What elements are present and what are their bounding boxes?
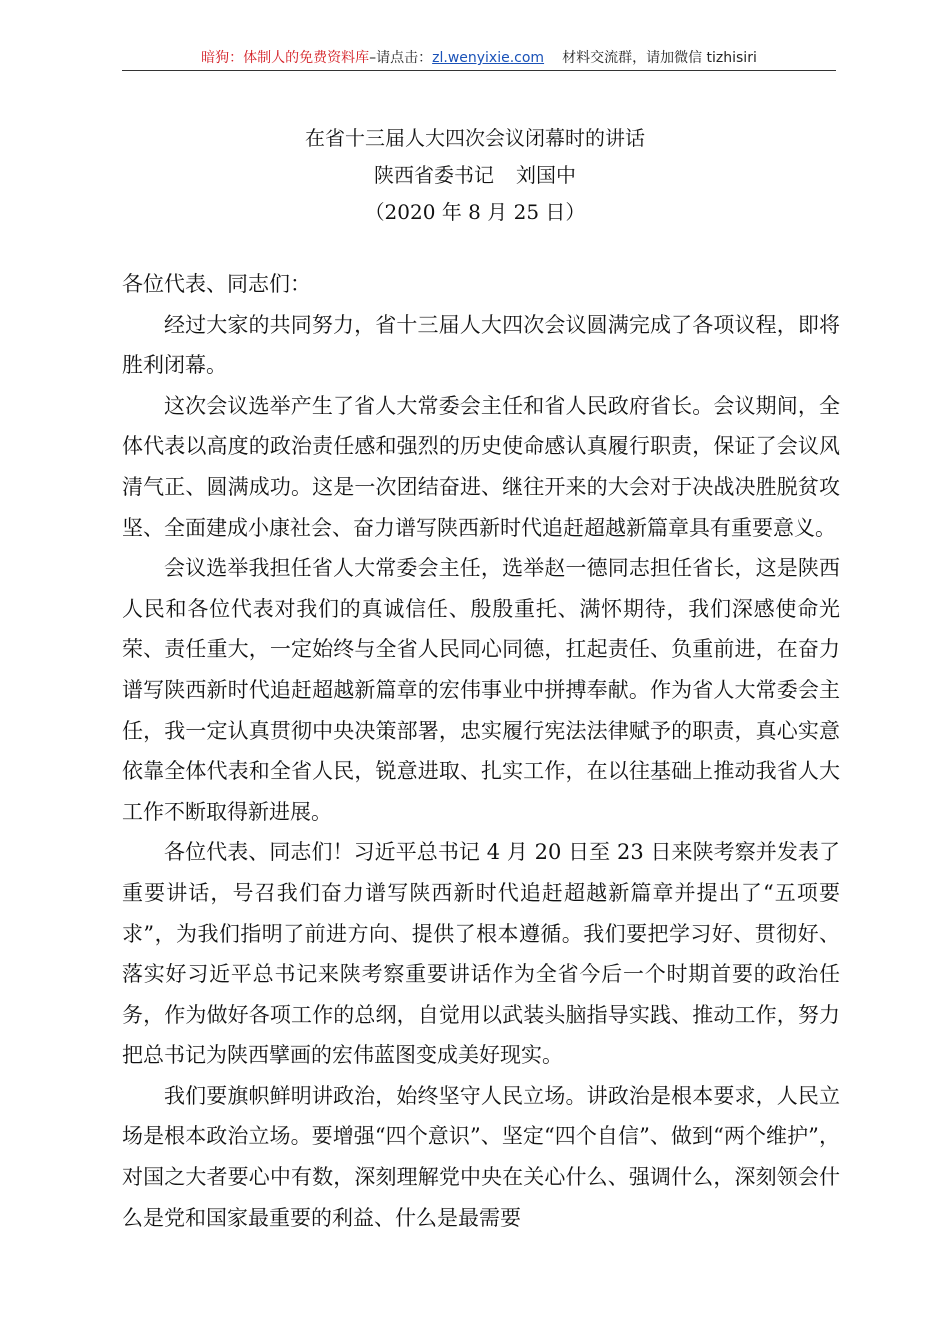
paragraph-5: 我们要旗帜鲜明讲政治，始终坚守人民立场。讲政治是根本要求，人民立场是根本政治立场。要增强“四个意识”、坚定“四个自信”、做到“两个维护”，对国之大者要心中有数，深刻理解党中央在关心什么、强调什么，深刻领会什么是党和国家最重要的利益、什么是最需要	[122, 1083, 840, 1230]
author-line	[0, 157, 950, 194]
header-link[interactable]: zl.wenyixie.com	[432, 50, 545, 66]
author-role: 陕西省委书记	[374, 163, 494, 187]
title-block	[0, 120, 950, 231]
paragraph-4: 各位代表、同志们！习近平总书记 4 月 20 日至 23 日来陕考察并发表了重要讲话，号召我们奋力谱写陕西新时代追赶超越新篇章并提出了“五项要求”，为我们指明了前进方向、提供了根本遵循。我们要把学习好、贯彻好、落实好习近平总书记来陕考察重要讲话作为全省今后一个时期首要的政治任务，作为做好各项工作的总纲，自觉用以武装头脑指导实践、推动工作，努力把总书记为陕西擘画的宏伟蓝图变成美好现实。	[122, 840, 840, 1068]
speech-date: （2020 年 8 月 25 日）	[364, 200, 586, 224]
paragraph-3: 会议选举我担任省人大常委会主任，选举赵一德同志担任省长，这是陕西人民和各位代表对我们的真诚信任、殷殷重托、满怀期待，我们深感使命光荣、责任重大，一定始终与全省人民同心同德，扛起责任、负重前进，在奋力谱写陕西新时代追赶超越新篇章的宏伟事业中拼搏奉献。作为省人大常委会主任，我一定认真贯彻中央决策部署，忠实履行宪法法律赋予的职责，真心实意依靠全体代表和全省人民，锐意进取、扎实工作，在以往基础上推动我省人大工作不断取得新进展。	[122, 556, 840, 824]
paragraph-2: 这次会议选举产生了省人大常委会主任和省人民政府省长。会议期间，全体代表以高度的政治责任感和强烈的历史使命感认真履行职责，保证了会议风清气正、圆满成功。这是一次团结奋进、继往开来的大会对于决战决胜脱贫攻坚、全面建成小康社会、奋力谱写陕西新时代追赶超越新篇章具有重要意义。	[122, 393, 840, 540]
header-click-prompt: –请点击：	[369, 50, 433, 66]
header-brand: 暗狗：体制人的免费资料库	[201, 50, 370, 66]
salutation: 各位代表、同志们：	[122, 272, 311, 296]
header-wechat-note: 材料交流群，请加微信 tizhisiri	[562, 50, 757, 66]
page-header	[122, 46, 836, 70]
page-title: 在省十三届人大四次会议闭幕时的讲话	[305, 126, 645, 150]
author-name: 刘国中	[516, 163, 576, 187]
header-divider	[122, 70, 836, 71]
paragraph-1: 经过大家的共同努力，省十三届人大四次会议圆满完成了各项议程，即将胜利闭幕。	[122, 312, 840, 378]
speech-body	[122, 264, 840, 1238]
